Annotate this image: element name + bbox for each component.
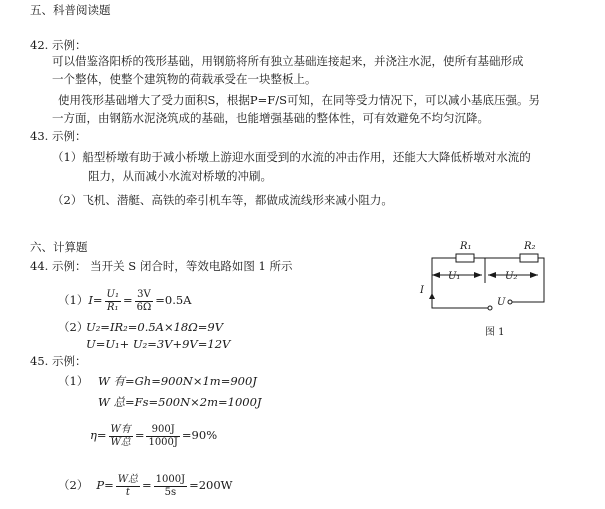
q43-number: 43. xyxy=(30,129,49,143)
q45-p-result: =200W xyxy=(189,478,233,492)
q43-item-2: （2）飞机、潜艇、高铁的牵引机车等，都做成流线形来减小阻力。 xyxy=(52,193,393,207)
section-5-title: 五、科普阅读题 xyxy=(30,3,111,17)
q44-p1-den2: 6Ω xyxy=(136,301,152,313)
q44-number: 44. xyxy=(30,259,49,273)
q45-p-num2: 1000J xyxy=(155,473,186,485)
q43-lead: 示例： xyxy=(52,129,87,143)
q45-p-den2: 5s xyxy=(164,486,177,498)
q42-line-3: 使用筏形基础增大了受力面积S，根据P=F/S可知，在同等受力情况下，可以减小基底压强。另 xyxy=(58,93,540,107)
q45-efficiency xyxy=(90,420,217,450)
q44-p1-label: （1） xyxy=(58,293,89,307)
q45-p-frac-1 xyxy=(116,474,140,499)
q44-p1-num: U₁ xyxy=(106,288,119,300)
q44-p1-num2: 3V xyxy=(135,289,154,302)
q45-eta-result: =90% xyxy=(181,428,218,442)
q44-p1-den: R₁ xyxy=(106,301,119,313)
q43-item-1b: 阻力，从而减小水流对桥墩的冲刷。 xyxy=(88,169,272,183)
q44-p1-lhs: I= xyxy=(88,293,103,307)
q45-w-useful: W 有=Gh=900N×1m=900J xyxy=(98,374,257,388)
label-i: I xyxy=(420,285,424,296)
q45-eta-den: W总 xyxy=(110,436,131,448)
q43-item-1a: （1）船型桥墩有助于减小桥墩上游迎水面受到的水流的冲击作用，还能大大降低桥墩对水流的 xyxy=(52,150,531,164)
u1-arrow-right-icon xyxy=(474,272,482,278)
q44-p1-frac-1 xyxy=(105,289,121,314)
q45-power xyxy=(58,470,233,500)
q44-part-2-label: （2） xyxy=(58,320,89,334)
q45-number: 45. xyxy=(30,354,49,368)
current-arrow-icon xyxy=(429,293,435,299)
q42-line-2: 一个整体，使整个建筑物的荷载承受在一块整板上。 xyxy=(52,72,317,86)
q44-part-1 xyxy=(58,285,191,315)
label-r1: R₁ xyxy=(460,241,472,252)
q45-p-num: W总 xyxy=(117,473,138,485)
q44-part-2-line-1: U₂=IR₂=0.5A×18Ω=9V xyxy=(86,320,224,334)
q45-eta-num2: 900J xyxy=(146,424,179,437)
q44-lead: 示例： 当开关 S 闭合时，等效电路如图 1 所示 xyxy=(52,259,293,273)
q44-part-2-line-2: U=U₁+ U₂=3V+9V=12V xyxy=(86,337,231,351)
q45-p-frac-2 xyxy=(154,474,187,499)
u1-arrow-icon xyxy=(432,272,440,278)
circuit-figure xyxy=(410,235,560,345)
label-u1: U₁ xyxy=(448,271,461,282)
label-u: U xyxy=(497,297,506,308)
q45-p-den: t xyxy=(125,486,130,498)
q45-eta-num: W有 xyxy=(110,423,131,435)
q45-eta-mid: = xyxy=(134,428,145,442)
q45-p-lhs: P= xyxy=(96,478,114,492)
q45-w-total: W 总=Fs=500N×2m=1000J xyxy=(98,395,262,409)
q45-p-mid: = xyxy=(141,478,152,492)
u2-arrow-left-icon xyxy=(488,272,496,278)
q44-p1-mid: = xyxy=(122,293,133,307)
figure-caption: 图 1 xyxy=(485,327,505,338)
q42-lead: 示例： xyxy=(52,38,87,52)
q42-line-4: 一方面，由钢筋水泥浇筑成的基础，也能增强基础的整体性，可有效避免不均匀沉降。 xyxy=(52,111,489,125)
q45-eta-frac-2 xyxy=(146,424,179,449)
q45-eta-lhs: η= xyxy=(90,428,107,442)
q44-p1-frac-2 xyxy=(135,289,154,314)
resistor-r2 xyxy=(520,254,538,262)
q45-eta-frac-1 xyxy=(109,424,133,449)
terminal-right xyxy=(508,300,512,304)
q45-eta-den2: 1000J xyxy=(148,436,178,448)
q45-p2-label: （2） xyxy=(58,478,89,492)
resistor-r1 xyxy=(456,254,474,262)
terminal-left xyxy=(488,306,492,310)
q42-number: 42. xyxy=(30,38,49,52)
q44-p1-result: =0.5A xyxy=(155,293,192,307)
q42-line-1: 可以借鉴洛阳桥的筏形基础，用钢筋将所有独立基础连接起来，并浇注水泥，使所有基础形成 xyxy=(52,54,524,68)
wire-bottom-left xyxy=(432,302,490,308)
q45-lead: 示例： xyxy=(52,354,87,368)
q45-part-1-label: （1） xyxy=(58,374,89,388)
label-u2: U₂ xyxy=(505,271,518,282)
section-6-title: 六、计算题 xyxy=(30,240,88,254)
label-r2: R₂ xyxy=(524,241,536,252)
u2-arrow-icon xyxy=(530,272,538,278)
